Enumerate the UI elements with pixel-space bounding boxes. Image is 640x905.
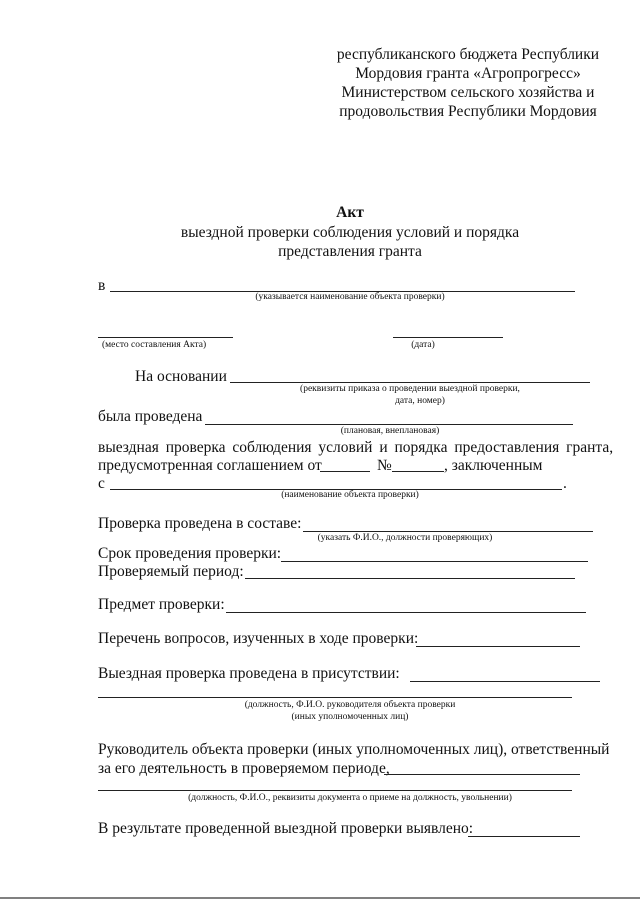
document-title: Акт bbox=[336, 204, 364, 221]
object-caption: (указывается наименование объекта проверки) bbox=[255, 292, 445, 302]
document-subtitle-2: представления гранта bbox=[278, 243, 422, 260]
with-prefix: с bbox=[98, 475, 105, 492]
composition-caption: (указать Ф.И.О., должности проверяющих) bbox=[317, 533, 493, 543]
subject-field[interactable] bbox=[226, 612, 586, 613]
composition-field[interactable] bbox=[303, 531, 593, 532]
body-para-2b: № bbox=[377, 457, 392, 474]
head-line-2: за его деятельность в проверяемом периоде, bbox=[98, 760, 390, 777]
basis-field[interactable] bbox=[230, 382, 590, 383]
head-field-2[interactable] bbox=[98, 790, 572, 791]
header-line-4: продовольствия Республики Мордовия bbox=[339, 103, 597, 120]
term-field[interactable] bbox=[281, 561, 588, 562]
head-caption: (должность, Ф.И.О., реквизиты документа о приеме на должность, увольнении) bbox=[188, 793, 512, 803]
composition-label: Проверка проведена в составе: bbox=[98, 515, 302, 532]
questions-label: Перечень вопросов, изученных в ходе проверки: bbox=[98, 630, 419, 647]
conducted-field[interactable] bbox=[205, 424, 573, 425]
with-dot: . bbox=[563, 475, 567, 492]
conducted-label: была проведена bbox=[98, 408, 203, 425]
with-caption: (наименование объекта проверки) bbox=[281, 490, 419, 500]
conducted-caption: (плановая, внеплановая) bbox=[340, 426, 440, 436]
presence-caption-1: (должность, Ф.И.О. руководителя объекта проверки bbox=[244, 700, 456, 710]
date-caption: (дата) bbox=[411, 340, 435, 350]
agreement-number-field[interactable] bbox=[392, 471, 444, 472]
header-line-1: республиканского бюджета Республики bbox=[336, 46, 600, 63]
questions-field[interactable] bbox=[416, 646, 580, 647]
term-label: Срок проведения проверки: bbox=[98, 545, 282, 562]
result-field[interactable] bbox=[468, 836, 580, 837]
period-label: Проверяемый период: bbox=[98, 563, 244, 580]
header-line-2: Мордовия гранта «Агропрогресс» bbox=[355, 65, 581, 82]
subject-label: Предмет проверки: bbox=[98, 596, 225, 613]
body-para-2c: , заключенным bbox=[444, 457, 543, 474]
basis-caption-1: (реквизиты приказа о проведении выездной проверки, bbox=[300, 384, 520, 394]
basis-label: На основании bbox=[135, 368, 227, 385]
basis-caption-2: дата, номер) bbox=[395, 396, 445, 406]
period-field[interactable] bbox=[245, 578, 575, 579]
place-field[interactable] bbox=[98, 337, 233, 338]
header-line-3: Министерством сельского хозяйства и bbox=[341, 84, 595, 101]
place-caption: (место составления Акта) bbox=[102, 340, 207, 350]
result-label: В результате проведенной выездной проверки выявлено: bbox=[98, 820, 474, 837]
document-subtitle-1: выездной проверки соблюдения условий и порядка bbox=[180, 224, 520, 241]
agreement-date-field[interactable] bbox=[320, 471, 370, 472]
body-para-2a: предусмотренная соглашением от bbox=[98, 457, 322, 474]
date-field[interactable] bbox=[393, 337, 503, 338]
head-line-1: Руководитель объекта проверки (иных уполномоченных лиц), ответственный bbox=[98, 741, 610, 758]
object-prefix: в bbox=[98, 277, 106, 294]
head-field[interactable] bbox=[384, 774, 580, 775]
scan-edge-divider bbox=[0, 897, 640, 899]
presence-field[interactable] bbox=[410, 681, 600, 682]
body-para-1: выездная проверка соблюдения условий и порядка предоставления гранта, bbox=[98, 439, 614, 456]
presence-caption-2: (иных уполномоченных лиц) bbox=[291, 712, 409, 722]
presence-label: Выездная проверка проведена в присутствии: bbox=[98, 665, 400, 682]
presence-field-2[interactable] bbox=[98, 697, 572, 698]
